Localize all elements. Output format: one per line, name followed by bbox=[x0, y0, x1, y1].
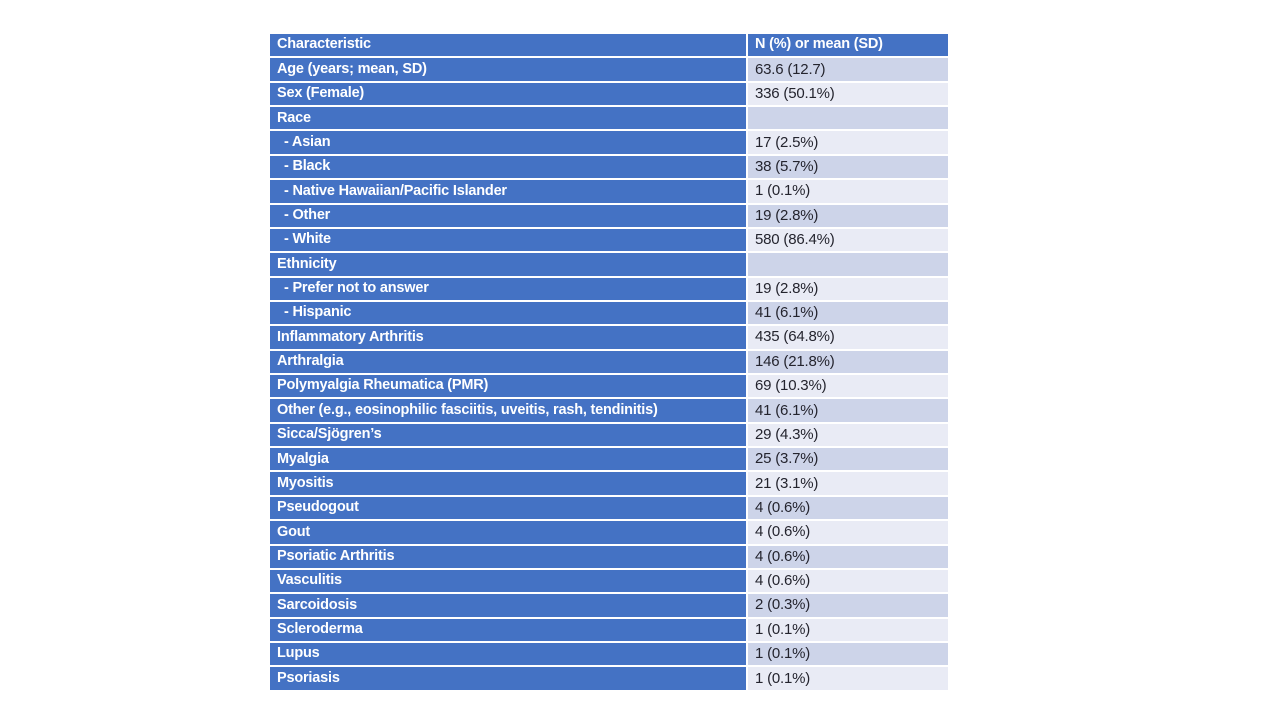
table-row bbox=[270, 253, 948, 277]
row-value-cell: 1 (0.1%) bbox=[748, 643, 948, 667]
table-row bbox=[270, 619, 948, 643]
table-row bbox=[270, 399, 948, 423]
table-row bbox=[270, 351, 948, 375]
header-cell-characteristic: Characteristic bbox=[270, 34, 748, 58]
row-value-cell: 2 (0.3%) bbox=[748, 594, 948, 618]
row-value-cell: 63.6 (12.7) bbox=[748, 58, 948, 82]
table-row bbox=[270, 83, 948, 107]
row-label-cell: - Asian bbox=[270, 131, 748, 155]
row-label-cell: - Hispanic bbox=[270, 302, 748, 326]
row-label-cell: Polymyalgia Rheumatica (PMR) bbox=[270, 375, 748, 399]
row-value-cell: 21 (3.1%) bbox=[748, 472, 948, 496]
table-row bbox=[270, 448, 948, 472]
row-label-cell: Pseudogout bbox=[270, 497, 748, 521]
row-value-cell: 1 (0.1%) bbox=[748, 180, 948, 204]
row-label-cell: - Prefer not to answer bbox=[270, 278, 748, 302]
row-label-cell: Gout bbox=[270, 521, 748, 545]
table-row bbox=[270, 667, 948, 691]
row-value-cell: 25 (3.7%) bbox=[748, 448, 948, 472]
table-row bbox=[270, 156, 948, 180]
table-row bbox=[270, 107, 948, 131]
table-row bbox=[270, 643, 948, 667]
table-row bbox=[270, 131, 948, 155]
row-value-cell: 4 (0.6%) bbox=[748, 521, 948, 545]
row-label-cell: Myalgia bbox=[270, 448, 748, 472]
table-row bbox=[270, 180, 948, 204]
row-value-cell: 1 (0.1%) bbox=[748, 619, 948, 643]
row-label-cell: Psoriatic Arthritis bbox=[270, 546, 748, 570]
row-label-cell: Inflammatory Arthritis bbox=[270, 326, 748, 350]
row-value-cell: 580 (86.4%) bbox=[748, 229, 948, 253]
table-row bbox=[270, 375, 948, 399]
row-label-cell: Ethnicity bbox=[270, 253, 748, 277]
row-label-cell: Psoriasis bbox=[270, 667, 748, 691]
row-value-cell: 41 (6.1%) bbox=[748, 302, 948, 326]
characteristics-table-container bbox=[270, 34, 948, 692]
table-row bbox=[270, 472, 948, 496]
row-label-cell: Lupus bbox=[270, 643, 748, 667]
table-row bbox=[270, 594, 948, 618]
row-label-cell: - Black bbox=[270, 156, 748, 180]
row-label-cell: Myositis bbox=[270, 472, 748, 496]
row-label-cell: - Native Hawaiian/Pacific Islander bbox=[270, 180, 748, 204]
row-value-cell: 17 (2.5%) bbox=[748, 131, 948, 155]
table-row bbox=[270, 58, 948, 82]
table-row bbox=[270, 546, 948, 570]
table-header bbox=[270, 34, 948, 58]
table-row bbox=[270, 570, 948, 594]
row-label-cell: Other (e.g., eosinophilic fasciitis, uveitis, rash, tendinitis) bbox=[270, 399, 748, 423]
row-label-cell: Sarcoidosis bbox=[270, 594, 748, 618]
row-label-cell: Scleroderma bbox=[270, 619, 748, 643]
row-value-cell: 4 (0.6%) bbox=[748, 570, 948, 594]
header-row bbox=[270, 34, 948, 58]
table-row bbox=[270, 424, 948, 448]
row-value-cell: 4 (0.6%) bbox=[748, 546, 948, 570]
row-label-cell: Sex (Female) bbox=[270, 83, 748, 107]
table-row bbox=[270, 278, 948, 302]
table-row bbox=[270, 205, 948, 229]
row-value-cell: 41 (6.1%) bbox=[748, 399, 948, 423]
table-row bbox=[270, 521, 948, 545]
table-row bbox=[270, 229, 948, 253]
table-row bbox=[270, 302, 948, 326]
table-body bbox=[270, 58, 948, 691]
row-value-cell bbox=[748, 253, 948, 277]
row-value-cell: 435 (64.8%) bbox=[748, 326, 948, 350]
row-label-cell: - Other bbox=[270, 205, 748, 229]
row-value-cell: 4 (0.6%) bbox=[748, 497, 948, 521]
row-value-cell bbox=[748, 107, 948, 131]
row-value-cell: 38 (5.7%) bbox=[748, 156, 948, 180]
row-value-cell: 69 (10.3%) bbox=[748, 375, 948, 399]
row-value-cell: 146 (21.8%) bbox=[748, 351, 948, 375]
row-label-cell: Race bbox=[270, 107, 748, 131]
row-value-cell: 19 (2.8%) bbox=[748, 205, 948, 229]
row-label-cell: Age (years; mean, SD) bbox=[270, 58, 748, 82]
table-row bbox=[270, 497, 948, 521]
header-cell-value: N (%) or mean (SD) bbox=[748, 34, 948, 58]
row-label-cell: Arthralgia bbox=[270, 351, 748, 375]
characteristics-table bbox=[270, 34, 948, 692]
row-value-cell: 29 (4.3%) bbox=[748, 424, 948, 448]
row-value-cell: 336 (50.1%) bbox=[748, 83, 948, 107]
row-value-cell: 19 (2.8%) bbox=[748, 278, 948, 302]
row-value-cell: 1 (0.1%) bbox=[748, 667, 948, 691]
row-label-cell: Sicca/Sjögren’s bbox=[270, 424, 748, 448]
row-label-cell: Vasculitis bbox=[270, 570, 748, 594]
row-label-cell: - White bbox=[270, 229, 748, 253]
table-row bbox=[270, 326, 948, 350]
